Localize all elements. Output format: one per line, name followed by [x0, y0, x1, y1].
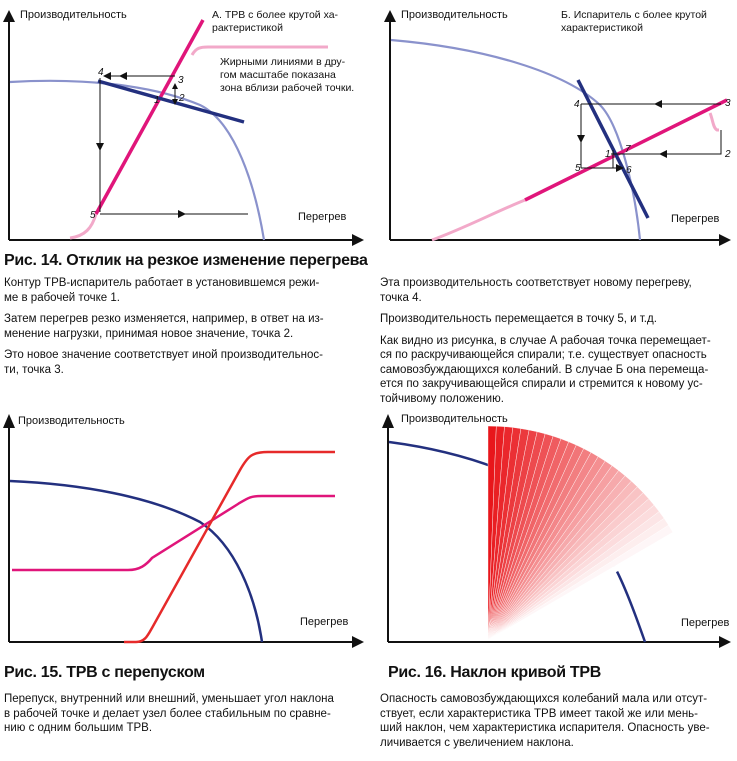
- y-axis-label: Производительность: [401, 9, 508, 21]
- point-label-2: 2: [725, 149, 731, 160]
- point-label-5: 5: [575, 163, 581, 174]
- txv-curve-light: [432, 200, 525, 240]
- point-label-4: 4: [98, 67, 104, 78]
- txv-slope-fan: [488, 426, 677, 640]
- evaporator-curve: [10, 81, 264, 240]
- evaporator-curve: [391, 40, 640, 240]
- fig14b-title-line-2: характеристикой: [561, 22, 643, 34]
- x-axis-label: Перегрев: [300, 616, 349, 628]
- fig14-text-right: [380, 276, 737, 413]
- fig14a-note-line-1: Жирными линиями в дру-: [220, 56, 346, 68]
- point-label-6: 6: [626, 165, 632, 176]
- evaporator-characteristic-bold: [578, 80, 648, 218]
- y-axis-arrow-icon: [3, 10, 15, 22]
- y-axis-arrow-icon: [384, 10, 396, 22]
- point-label-4: 4: [574, 99, 580, 110]
- point-label-3: 3: [178, 75, 184, 86]
- txv-curve-light-top: [192, 47, 328, 55]
- large-txv-curve: [124, 452, 335, 642]
- txv-with-bypass-curve: [12, 496, 335, 570]
- txv-curve-light-top: [710, 113, 719, 130]
- fig14a-title-line-2: рактеристикой: [212, 22, 283, 34]
- x-axis-arrow-icon: [719, 234, 731, 246]
- y-axis-label: Производительность: [18, 415, 125, 427]
- point-label-5: 5: [90, 210, 96, 221]
- x-axis-arrow-icon: [719, 636, 731, 648]
- fig15-text: [4, 692, 374, 743]
- fig15-chart: [0, 410, 370, 650]
- x-axis-label: Перегрев: [298, 211, 347, 223]
- fig14a-note-line-3: зона вблизи рабочей точки.: [220, 82, 355, 94]
- fig14b-chart: [375, 0, 737, 250]
- txv-characteristic: [96, 20, 203, 214]
- fig14-caption: Рис. 14. Отклик на резкое изменение перегрева: [4, 252, 368, 269]
- evaporator-curve: [10, 481, 262, 642]
- y-axis-arrow-icon: [382, 414, 394, 428]
- paragraph: Эта производительность соответствует новому перегреву, точка 4.: [380, 277, 692, 304]
- fig14b-title-line-1: Б. Испаритель с более крутой: [561, 9, 707, 21]
- fig14a-title-line-1: А. ТРВ с более крутой ха-: [212, 9, 339, 21]
- fig16-caption: Рис. 16. Наклон кривой ТРВ: [388, 664, 601, 681]
- point-label-7: 7: [625, 144, 631, 155]
- fig14-text-left: [4, 276, 374, 384]
- fig15-caption: Рис. 15. ТРВ с перепуском: [4, 664, 205, 681]
- fig14a-chart: [0, 0, 370, 250]
- fig16-chart: [375, 408, 737, 652]
- x-axis-arrow-icon: [352, 636, 364, 648]
- paragraph: Контур ТРВ-испаритель работает в установившемся режи- ме в рабочей точке 1.: [4, 277, 320, 304]
- y-axis-label: Производительность: [20, 9, 127, 21]
- y-axis-label: Производительность: [401, 413, 508, 425]
- paragraph: Это новое значение соответствует иной производительнос- ти, точка 3.: [4, 349, 323, 376]
- paragraph: Как видно из рисунка, в случае А рабочая точка перемещает- ся по раскручивающейся спирали; т.е. существует опасность самовозбуждающихся колебаний. В случае Б она перемеща- ется по закручивающейся спирали и стремится к новому ус- тойчивому положению.: [380, 334, 711, 405]
- fig16-text: [380, 692, 737, 757]
- paragraph: Производительность перемещается в точку 5, и т.д.: [380, 313, 657, 325]
- x-axis-arrow-icon: [352, 234, 364, 246]
- x-axis-label: Перегрев: [671, 213, 720, 225]
- paragraph: Перепуск, внутренний или внешний, уменьшает угол наклона в рабочей точке и делает узел более стабильным по сравне- нию с одним большим ТРВ.: [4, 693, 334, 734]
- y-axis-arrow-icon: [3, 414, 15, 428]
- point-label-2: 2: [179, 93, 185, 104]
- x-axis-label: Перегрев: [681, 617, 730, 629]
- point-label-1: 1: [154, 95, 160, 106]
- paragraph: Затем перегрев резко изменяется, например, в ответ на из- менение нагрузки, принимая новое значение, точка 2.: [4, 313, 324, 340]
- point-label-1: 1: [605, 149, 611, 160]
- paragraph: Опасность самовозбуждающихся колебаний мала или отсут- ствует, если характеристика ТРВ имеет такой же или мень- ший наклон, чем характеристика испарителя. Опасность уве- личивается с увеличением наклона.: [380, 693, 710, 749]
- point-label-3: 3: [725, 98, 731, 109]
- fig14a-note-line-2: гом масштабе показана: [220, 69, 336, 81]
